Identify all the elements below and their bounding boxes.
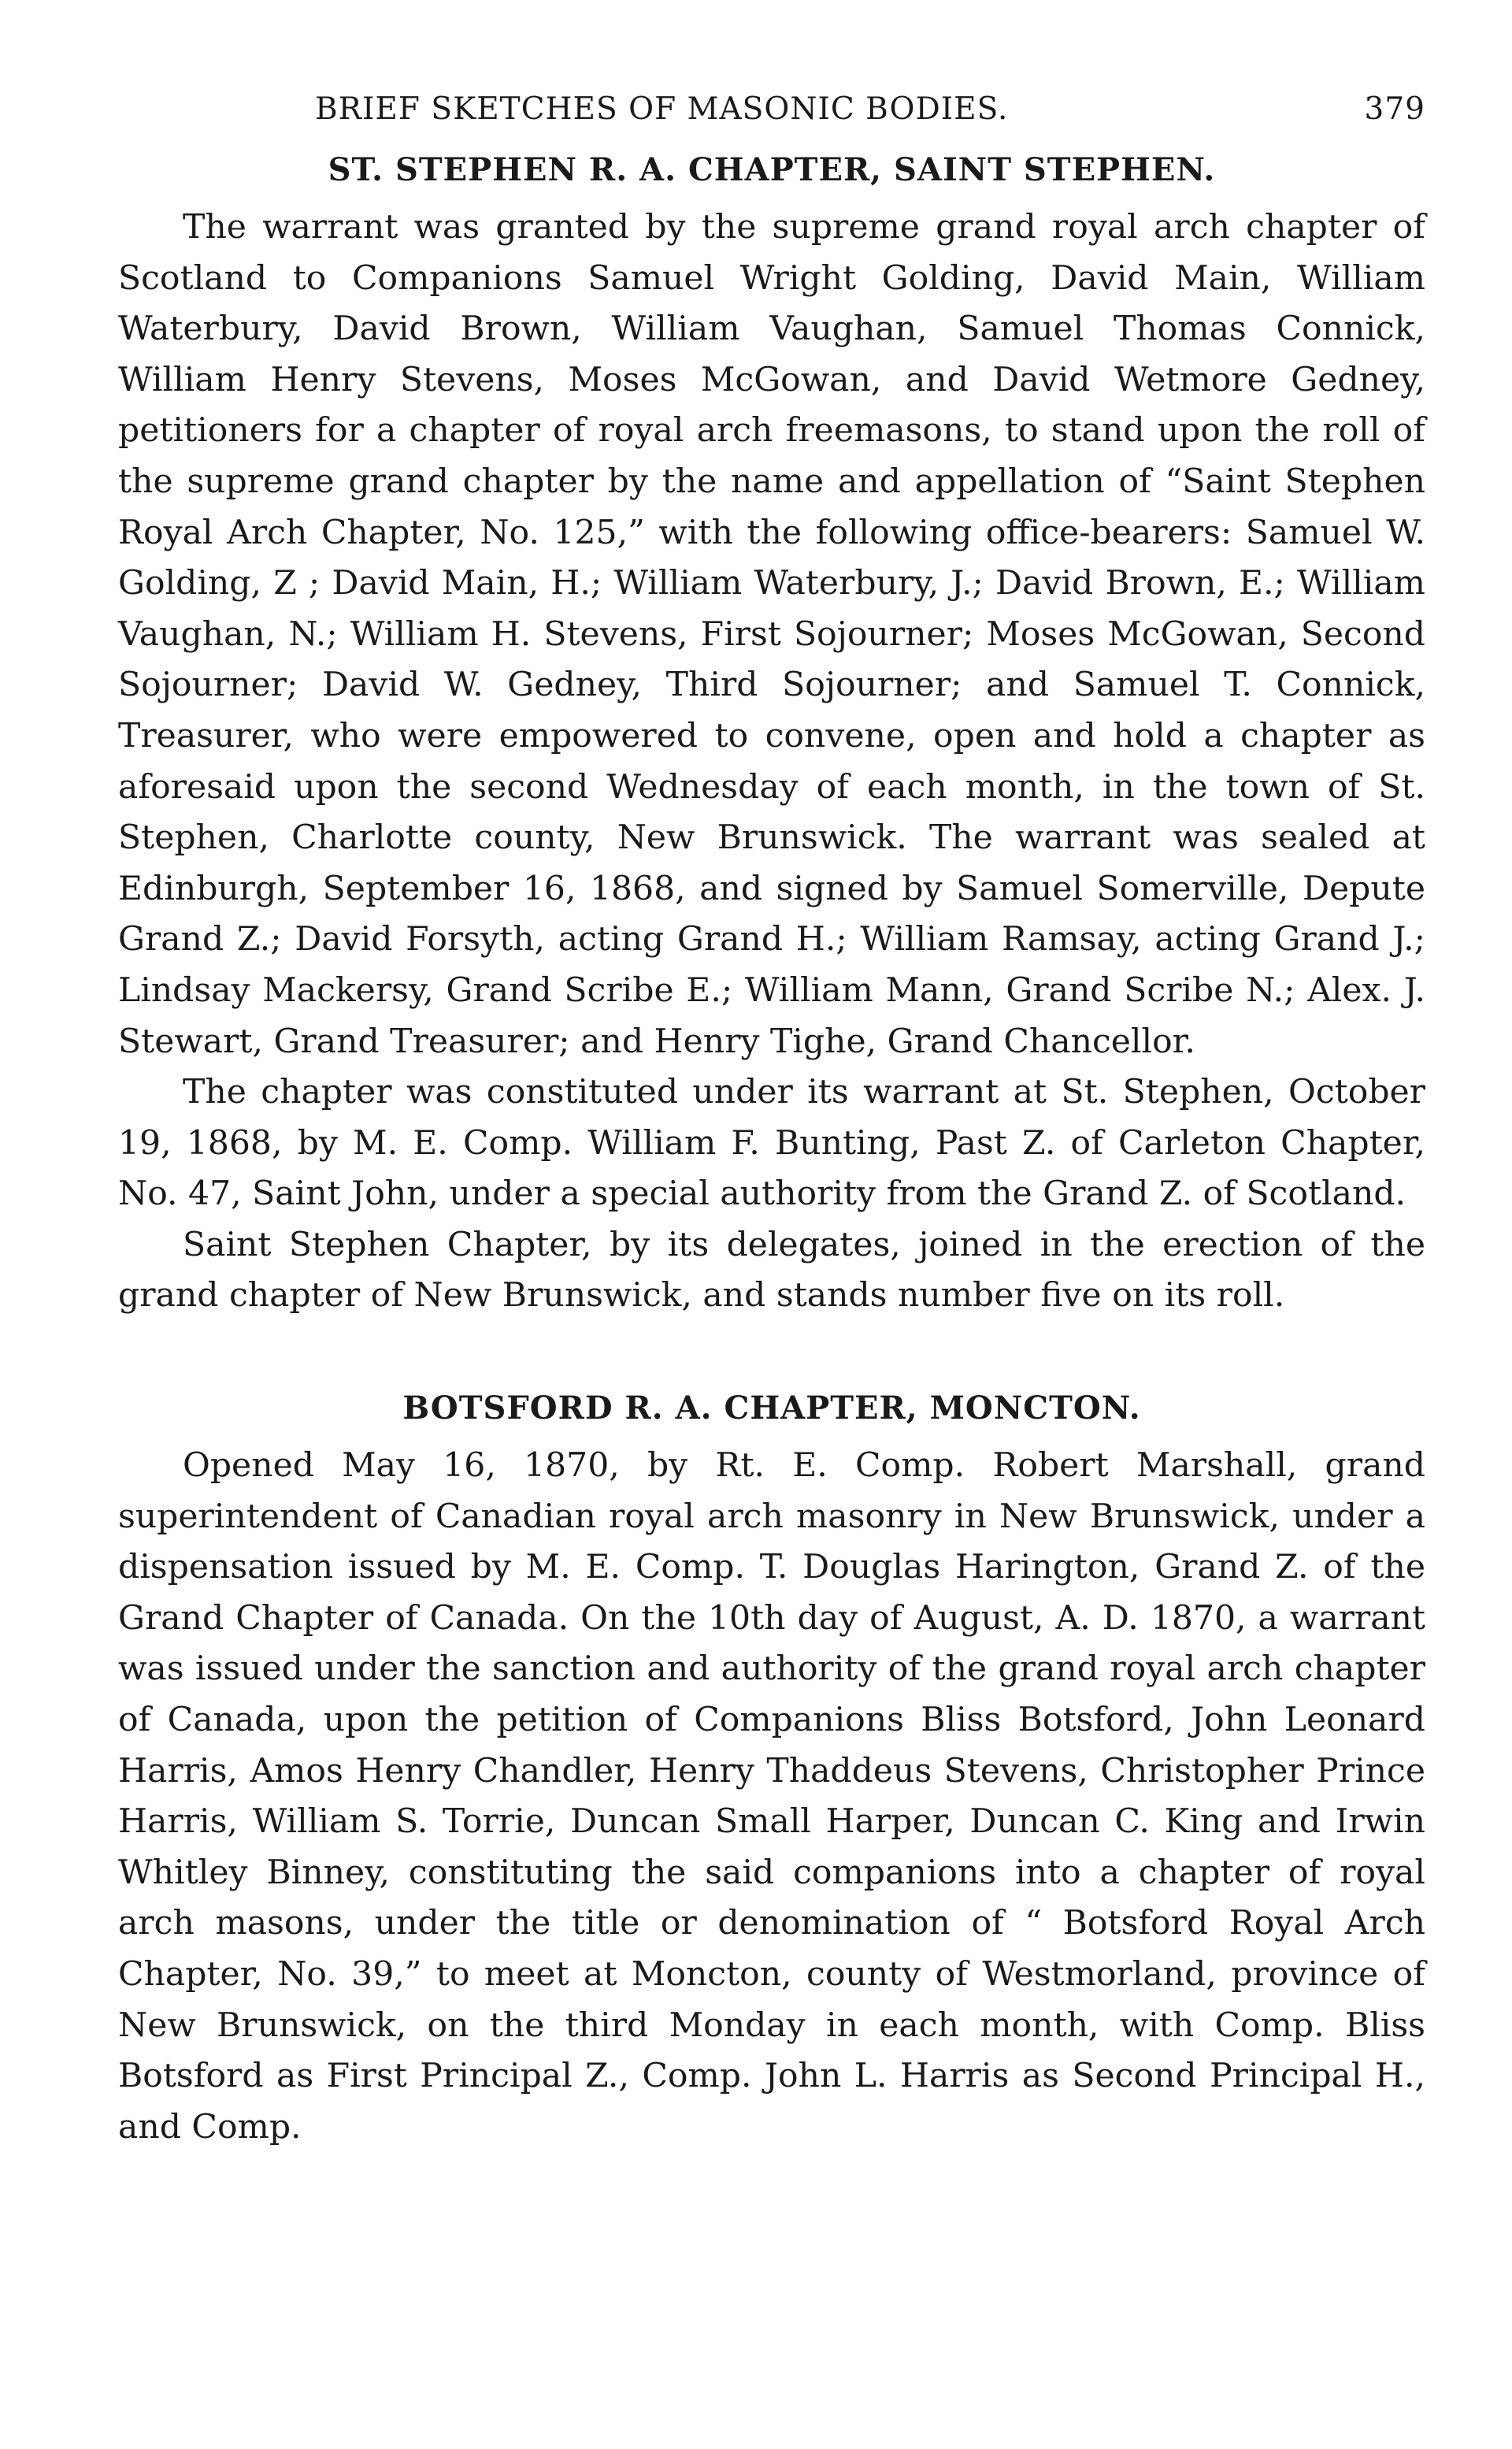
paragraph: The chapter was constituted under its warrant at St. Stephen, October 19, 1868, by M. E. Comp. William F. Bunting, Past Z. of Carleton Chapter, No. 47, Saint John, under a special authority from the Grand Z. of Scotland.	[118, 1073, 1425, 1214]
paragraph: Opened May 16, 1870, by Rt. E. Comp. Robert Marshall, grand superintendent of Canadian royal arch masonry in New Brunswick, under a dispensation issued by M. E. Comp. T. Douglas Harington, Grand Z. of the Grand Chapter of Canada. On the 10th day of August, A. D. 1870, a warrant was issued under the sanction and authority of the grand royal arch chapter of Canada, upon the petition of Companions Bliss Botsford, John Leonard Harris, Amos Henry Chandler, Henry Thaddeus Stevens, Christopher Prince Harris, William S. Torrie, Duncan Small Harper, Duncan C. King and Irwin Whitley Binney, constituting the said companions into a chapter of royal arch masons, under the title or denomination of “ Botsford Royal Arch Chapter, No. 39,” to meet at Moncton, county of Westmorland, province of New Brunswick, on the third Monday in each month, with Comp. Bliss Botsford as First Principal Z., Comp. John L. Harris as Second Principal H., and Comp.	[118, 1446, 1425, 2147]
book-page	[118, 87, 1425, 2153]
paragraph: The warrant was granted by the supreme grand royal arch chapter of Scotland to Companions Samuel Wright Golding, David Main, William Waterbury, David Brown, William Vaughan, Samuel Thomas Connick, William Henry Stevens, Moses McGowan, and David Wetmore Gedney, petitioners for a chapter of royal arch freemasons, to stand upon the roll of the supreme grand chapter by the name and appellation of “Saint Stephen Royal Arch Chapter, No. 125,” with the following office-bearers: Samuel W. Golding, Z ; David Main, H.; William Waterbury, J.; David Brown, E.; William Vaughan, N.; William H. Stevens, First Sojourner; Moses McGowan, Second Sojourner; David W. Gedney, Third Sojourner; and Samuel T. Connick, Treasurer, who were empowered to convene, open and hold a chapter as aforesaid upon the second Wednesday of each month, in the town of St. Stephen, Charlotte county, New Brunswick. The warrant was sealed at Edinburgh, September 16, 1868, and signed by Samuel Somerville, Depute Grand Z.; David Forsyth, acting Grand H.; William Ramsay, acting Grand J.; Lindsay Mackersy, Grand Scribe E.; William Mann, Grand Scribe N.; Alex. J. Stewart, Grand Treasurer; and Henry Tighe, Grand Chancellor.	[118, 208, 1425, 1061]
paragraph: Saint Stephen Chapter, by its delegates, joined in the erection of the grand chapter of New Brunswick, and stands number five on its roll.	[118, 1225, 1425, 1315]
section-title-botsford: BOTSFORD R. A. CHAPTER, MONCTON.	[402, 1390, 1141, 1427]
running-head-title: BRIEF SKETCHES OF MASONIC BODIES.	[315, 91, 1009, 127]
running-head	[118, 87, 1425, 142]
page-number: 379	[1364, 91, 1425, 127]
section-title-st-stephen: ST. STEPHEN R. A. CHAPTER, SAINT STEPHEN.	[328, 151, 1216, 188]
